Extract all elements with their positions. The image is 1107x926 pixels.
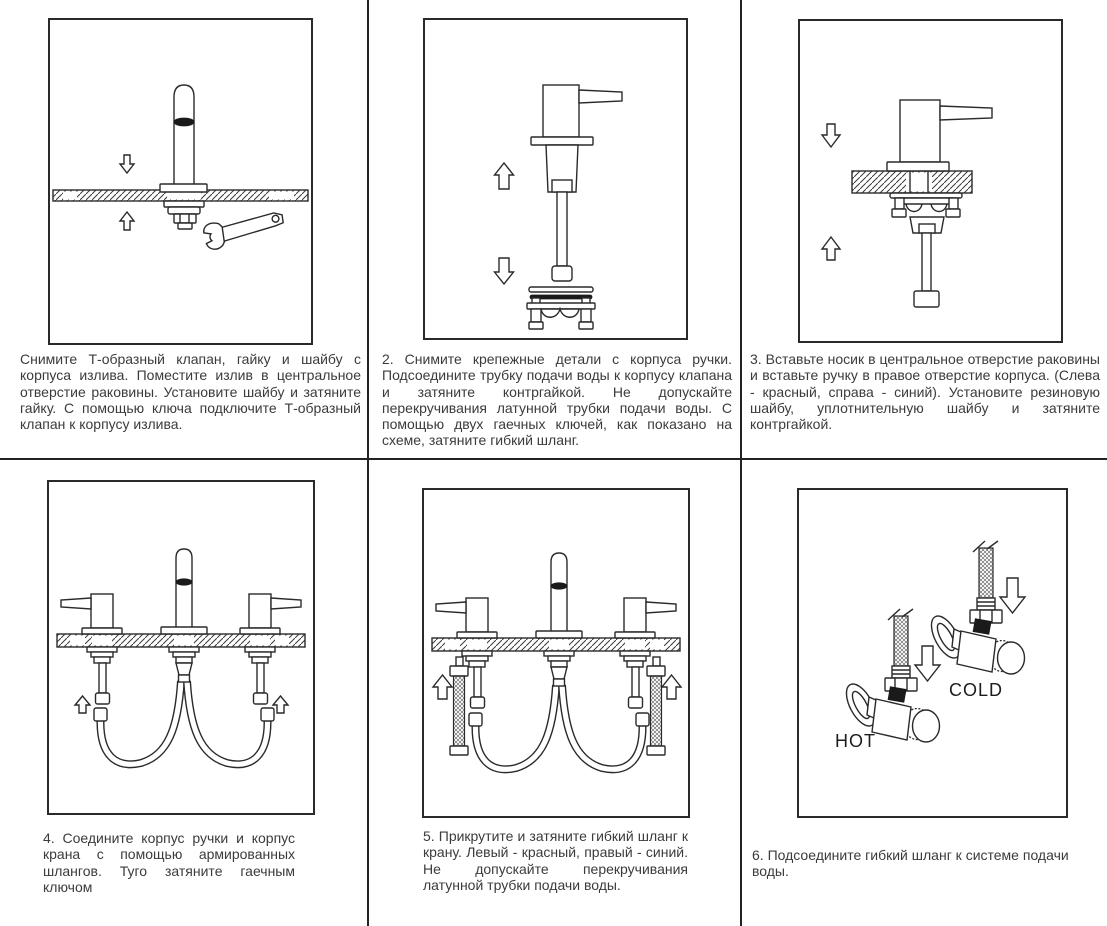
nut-stack: [164, 201, 204, 229]
mounting-hardware: [527, 287, 595, 329]
supply-valves-diagram: [799, 490, 1066, 816]
hose-connect-diagram: [49, 482, 313, 813]
panel-2-drawing-box: [423, 18, 688, 340]
down-arrow-icon: [495, 258, 514, 284]
column-divider-1: [367, 0, 369, 926]
hot-valve: [840, 609, 940, 742]
hot-label: HOT: [835, 731, 876, 751]
step-4-caption: 4. Соедините корпус ручки и корпус крана с помощью армированных шлангов. Туго затяните гаечным ключом: [43, 830, 295, 895]
flexible-hoses: [469, 685, 649, 769]
step-1-caption: Снимите Т-образный клапан, гайку и шайбу с корпуса излива. Поместите излив в центральное отверстие раковины. Установите шайбу и затяните гайку. С помощью ключа подключите Т-образный клапан к корпусу излива.: [20, 351, 361, 433]
down-arrow-icon: [915, 646, 940, 681]
spout-install-diagram: [50, 20, 311, 343]
right-handle: [615, 598, 676, 638]
spout: [536, 553, 582, 638]
handle-install-diagram: [800, 21, 1061, 341]
panel-4-drawing-box: [47, 480, 315, 815]
panel-6-drawing-box: [797, 488, 1068, 818]
braided-hose-diagram: [424, 490, 688, 816]
row-divider: [0, 458, 1107, 460]
nut-stacks: [462, 651, 650, 667]
left-handle: [436, 598, 497, 638]
wrench-icon: [202, 212, 285, 251]
right-handle: [240, 594, 301, 634]
column-divider-2: [740, 0, 742, 926]
mounting-hardware: [890, 193, 962, 233]
nut-stacks: [87, 647, 275, 663]
panel-3-drawing-box: [798, 19, 1063, 343]
flexible-hoses: [94, 681, 274, 764]
spout: [160, 85, 207, 192]
step-3-caption: 3. Вставьте носик в центральное отверстие раковины и вставьте ручку в правое отверстие корпуса. (Слева - красный, справа - синий). Установите резиновую шайбу, уплотнительную шайбу и затяните контргайкой.: [750, 351, 1100, 433]
panel-1-drawing-box: [48, 18, 313, 345]
down-arrow-icon: [822, 124, 840, 147]
handle-body: [887, 100, 992, 171]
up-arrow-icon: [822, 237, 840, 260]
step-5-caption: 5. Прикрутите и затяните гибкий шланг к крану. Левый - красный, правый - синий. Не допускайте перекручивания латунной трубки подачи воды.: [423, 828, 688, 893]
cold-valve: [925, 541, 1025, 674]
left-handle: [61, 594, 122, 634]
up-arrow-icon: [495, 163, 514, 189]
panel-5-drawing-box: [422, 488, 690, 818]
handle-body: [531, 85, 622, 192]
spout: [161, 549, 207, 634]
step-2-caption: 2. Снимите крепежные детали с корпуса ручки. Подсоедините трубку подачи воды к корпусу клапана и затяните контргайкой. Не допускайте перекручивания латунной трубки подачи воды. С помощью двух гаечных ключей, как показано на схеме, затяните гибкий шланг.: [382, 351, 732, 449]
down-arrow-icon: [120, 155, 134, 173]
up-arrow-icon: [120, 212, 134, 230]
step-6-caption: 6. Подсоедините гибкий шланг к системе подачи воды.: [752, 847, 1069, 880]
handle-parts-diagram: [425, 20, 686, 338]
down-arrow-icon: [1000, 578, 1025, 613]
cold-label: COLD: [949, 680, 1004, 700]
